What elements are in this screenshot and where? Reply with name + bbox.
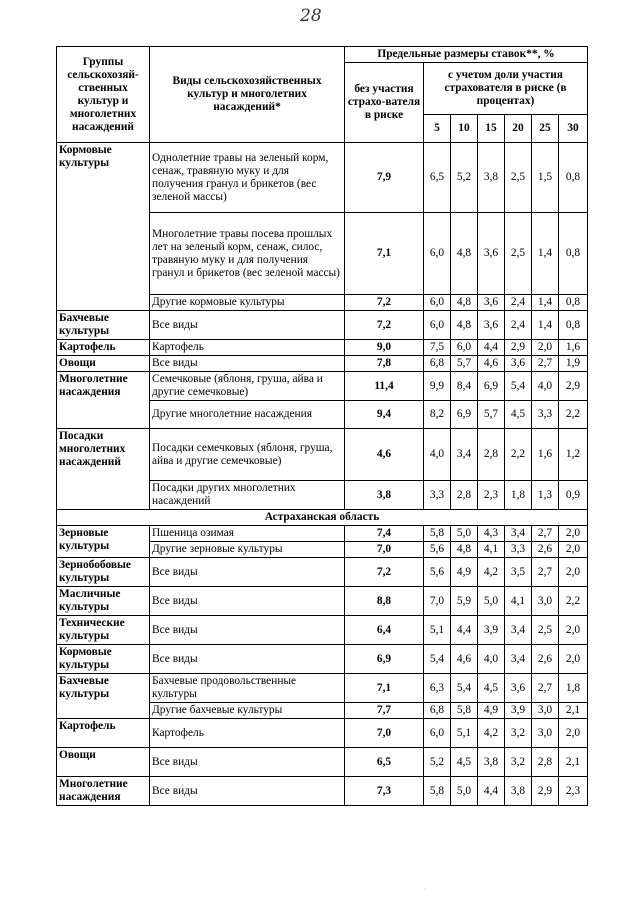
rate-value: 3,4 (505, 526, 532, 542)
rate-value: 5,2 (424, 748, 451, 777)
rate-without-participation: 7,1 (345, 213, 424, 295)
rate-without-participation: 7,0 (345, 542, 424, 558)
rate-value: 4,8 (451, 213, 478, 295)
rate-value: 3,2 (505, 719, 532, 748)
rate-value: 3,4 (451, 429, 478, 481)
rate-value: 6,9 (478, 372, 505, 401)
rate-value: 6,5 (424, 143, 451, 213)
rate-value: 3,6 (478, 213, 505, 295)
rate-value: 3,9 (478, 616, 505, 645)
rate-value: 3,3 (505, 542, 532, 558)
rate-value: 3,0 (532, 719, 559, 748)
rate-value: 2,4 (505, 311, 532, 340)
rate-value: 4,0 (532, 372, 559, 401)
crop-kind: Семечковые (яблоня, груша, айва и другие семечковые) (150, 372, 345, 401)
rate-without-participation: 6,4 (345, 616, 424, 645)
rate-value: 3,8 (478, 143, 505, 213)
rate-value: 1,6 (532, 429, 559, 481)
rate-without-participation: 7,2 (345, 311, 424, 340)
crop-kind: Однолетние травы на зеленый корм, сенаж, травяную муку и для получения гранул и брикетов (вес зеленой массы) (150, 143, 345, 213)
table-row (57, 616, 588, 645)
rate-value: 2,2 (505, 429, 532, 481)
rate-value: 2,0 (559, 645, 588, 674)
rate-value: 3,3 (532, 401, 559, 429)
rate-value: 4,4 (478, 340, 505, 356)
scan-mark: ⸒ (424, 881, 427, 890)
rate-value: 1,9 (559, 356, 588, 372)
rate-value: 4,8 (451, 311, 478, 340)
rate-value: 5,8 (451, 703, 478, 719)
table-row (57, 311, 588, 340)
crop-kind: Картофель (150, 340, 345, 356)
rate-value: 0,8 (559, 311, 588, 340)
rate-value: 4,9 (478, 703, 505, 719)
rate-value: 1,6 (559, 340, 588, 356)
rate-value: 2,3 (478, 481, 505, 510)
rate-value: 2,3 (559, 777, 588, 806)
rate-value: 5,1 (424, 616, 451, 645)
crop-group: Многолетние насаждения (57, 372, 150, 429)
rate-value: 2,2 (559, 587, 588, 616)
rate-value: 5,1 (451, 719, 478, 748)
rate-value: 6,0 (424, 719, 451, 748)
table-row (57, 340, 588, 356)
crop-kind: Все виды (150, 356, 345, 372)
rate-value: 5,7 (478, 401, 505, 429)
rate-value: 5,2 (451, 143, 478, 213)
rate-value: 6,0 (424, 311, 451, 340)
table-row (57, 143, 588, 213)
region-row (57, 510, 588, 526)
rate-without-participation: 7,2 (345, 295, 424, 311)
rate-value: 3,6 (478, 311, 505, 340)
header-share: 15 (478, 115, 505, 143)
table-row (57, 526, 588, 542)
rate-value: 4,1 (478, 542, 505, 558)
header-share: 10 (451, 115, 478, 143)
rate-value: 0,8 (559, 213, 588, 295)
crop-group: Зернобобовые культуры (57, 558, 150, 587)
rate-value: 1,3 (532, 481, 559, 510)
rate-value: 4,2 (478, 558, 505, 587)
table-row (57, 674, 588, 703)
crop-kind: Посадки других многолетних насаждений (150, 481, 345, 510)
table-row (57, 356, 588, 372)
rate-without-participation: 6,9 (345, 645, 424, 674)
rate-value: 4,9 (451, 558, 478, 587)
rate-value: 4,6 (478, 356, 505, 372)
crop-kind: Другие многолетние насаждения (150, 401, 345, 429)
rate-value: 4,5 (478, 674, 505, 703)
rate-without-participation: 3,8 (345, 481, 424, 510)
crop-group: Многолетние насаждения (57, 777, 150, 806)
rate-value: 2,9 (532, 777, 559, 806)
rate-without-participation: 7,1 (345, 674, 424, 703)
rate-value: 3,6 (505, 356, 532, 372)
rate-value: 6,8 (424, 703, 451, 719)
rate-value: 1,4 (532, 213, 559, 295)
table-row (57, 558, 588, 587)
rate-value: 5,4 (424, 645, 451, 674)
crop-kind: Все виды (150, 616, 345, 645)
table-row (57, 777, 588, 806)
rate-value: 2,5 (505, 143, 532, 213)
rate-without-participation: 9,4 (345, 401, 424, 429)
crop-kind: Другие бахчевые культуры (150, 703, 345, 719)
rate-without-participation: 7,3 (345, 777, 424, 806)
crop-kind: Картофель (150, 719, 345, 748)
rate-value: 2,1 (559, 703, 588, 719)
rate-without-participation: 9,0 (345, 340, 424, 356)
page-number: 28 (300, 6, 322, 26)
region-title: Астраханская область (57, 510, 588, 526)
rate-value: 2,5 (505, 213, 532, 295)
rate-value: 7,0 (424, 587, 451, 616)
rate-value: 6,3 (424, 674, 451, 703)
rate-value: 2,9 (505, 340, 532, 356)
rate-value: 2,8 (532, 748, 559, 777)
rate-value: 5,4 (505, 372, 532, 401)
rate-value: 4,1 (505, 587, 532, 616)
rate-value: 4,8 (451, 542, 478, 558)
crop-kind: Другие зерновые культуры (150, 542, 345, 558)
header-kind: Виды сельскохозяйственных культур и многолетних насаждений* (150, 47, 345, 143)
rate-value: 2,6 (532, 542, 559, 558)
rate-value: 5,0 (478, 587, 505, 616)
crop-kind: Многолетние травы посева прошлых лет на зеленый корм, сенаж, силос, травяную муку и для получения гранул и брикетов (вес зеленой массы) (150, 213, 345, 295)
rate-value: 5,4 (451, 674, 478, 703)
rate-value: 2,0 (559, 542, 588, 558)
insurance-rates-table (56, 46, 588, 806)
rate-value: 5,9 (451, 587, 478, 616)
table-row (57, 748, 588, 777)
crop-group: Посадки многолетних насаждений (57, 429, 150, 510)
rate-value: 2,7 (532, 558, 559, 587)
rate-value: 8,4 (451, 372, 478, 401)
rate-value: 2,5 (532, 616, 559, 645)
rate-value: 3,3 (424, 481, 451, 510)
rate-value: 2,1 (559, 748, 588, 777)
rate-without-participation: 6,5 (345, 748, 424, 777)
rate-value: 4,4 (451, 616, 478, 645)
rate-value: 4,6 (451, 645, 478, 674)
rate-value: 1,4 (532, 295, 559, 311)
rate-value: 5,0 (451, 777, 478, 806)
rate-value: 3,2 (505, 748, 532, 777)
rate-value: 3,5 (505, 558, 532, 587)
crop-group: Овощи (57, 356, 150, 372)
rate-value: 3,9 (505, 703, 532, 719)
rate-value: 2,0 (559, 616, 588, 645)
rate-value: 2,0 (532, 340, 559, 356)
rate-value: 8,2 (424, 401, 451, 429)
rate-without-participation: 11,4 (345, 372, 424, 401)
table-row (57, 645, 588, 674)
rate-value: 4,2 (478, 719, 505, 748)
rate-value: 2,2 (559, 401, 588, 429)
header-group: Группы сельскохозяй-ственных культур и многолетних насаждений (57, 47, 150, 143)
crop-group: Картофель (57, 340, 150, 356)
crop-group: Технические культуры (57, 616, 150, 645)
rate-value: 2,8 (478, 429, 505, 481)
table-row (57, 429, 588, 481)
rate-value: 1,8 (559, 674, 588, 703)
rate-without-participation: 7,7 (345, 703, 424, 719)
crop-kind: Посадки семечковых (яблоня, груша, айва и другие семечковые) (150, 429, 345, 481)
header-share: 20 (505, 115, 532, 143)
rate-value: 3,4 (505, 616, 532, 645)
rate-value: 6,0 (424, 295, 451, 311)
crop-group: Кормовые культуры (57, 143, 150, 311)
rate-value: 2,0 (559, 526, 588, 542)
rate-value: 4,5 (451, 748, 478, 777)
rate-value: 4,5 (505, 401, 532, 429)
rate-value: 1,4 (532, 311, 559, 340)
rate-value: 9,9 (424, 372, 451, 401)
rate-value: 6,0 (424, 213, 451, 295)
crop-kind: Пшеница озимая (150, 526, 345, 542)
rate-value: 2,4 (505, 295, 532, 311)
crop-kind: Все виды (150, 777, 345, 806)
table-row (57, 587, 588, 616)
rate-value: 2,7 (532, 356, 559, 372)
rate-value: 5,0 (451, 526, 478, 542)
rate-value: 1,2 (559, 429, 588, 481)
rate-value: 3,8 (505, 777, 532, 806)
rate-value: 2,7 (532, 674, 559, 703)
rate-value: 1,8 (505, 481, 532, 510)
crop-group: Картофель (57, 719, 150, 748)
rate-value: 4,8 (451, 295, 478, 311)
rate-without-participation: 7,2 (345, 558, 424, 587)
rate-value: 3,0 (532, 703, 559, 719)
rate-value: 2,7 (532, 526, 559, 542)
header-with-participation: с учетом доли участия страхователя в риске (в процентах) (424, 63, 588, 115)
table-row (57, 372, 588, 401)
table-header (57, 47, 588, 143)
rate-value: 3,6 (505, 674, 532, 703)
rate-value: 3,8 (478, 748, 505, 777)
crop-group: Кормовые культуры (57, 645, 150, 674)
crop-kind: Все виды (150, 748, 345, 777)
rate-value: 6,8 (424, 356, 451, 372)
rate-value: 3,0 (532, 587, 559, 616)
rate-without-participation: 7,0 (345, 719, 424, 748)
rate-value: 2,8 (451, 481, 478, 510)
crop-kind: Все виды (150, 587, 345, 616)
rate-value: 2,6 (532, 645, 559, 674)
rate-value: 4,3 (478, 526, 505, 542)
rate-value: 4,0 (424, 429, 451, 481)
crop-kind: Все виды (150, 645, 345, 674)
crop-group: Зерновые культуры (57, 526, 150, 558)
crop-kind: Все виды (150, 558, 345, 587)
crop-group: Бахчевые культуры (57, 311, 150, 340)
header-without-participation: без участия страхо-вателя в риске (345, 63, 424, 143)
rate-without-participation: 7,9 (345, 143, 424, 213)
rate-value: 4,4 (478, 777, 505, 806)
rate-value: 5,8 (424, 526, 451, 542)
crop-kind: Другие кормовые культуры (150, 295, 345, 311)
crop-group: Масличные культуры (57, 587, 150, 616)
rate-value: 0,8 (559, 295, 588, 311)
rate-value: 2,0 (559, 719, 588, 748)
header-share: 25 (532, 115, 559, 143)
header-share: 5 (424, 115, 451, 143)
rate-value: 6,9 (451, 401, 478, 429)
rate-without-participation: 8,8 (345, 587, 424, 616)
rate-value: 4,0 (478, 645, 505, 674)
rate-value: 5,8 (424, 777, 451, 806)
rate-value: 5,7 (451, 356, 478, 372)
rate-value: 7,5 (424, 340, 451, 356)
crop-group: Овощи (57, 748, 150, 777)
table-row (57, 719, 588, 748)
rate-value: 6,0 (451, 340, 478, 356)
header-share: 30 (559, 115, 588, 143)
rate-value: 2,9 (559, 372, 588, 401)
header-limit: Предельные размеры ставок**, % (345, 47, 588, 63)
crop-group: Бахчевые культуры (57, 674, 150, 719)
rate-value: 1,5 (532, 143, 559, 213)
rate-value: 3,4 (505, 645, 532, 674)
rate-value: 5,6 (424, 558, 451, 587)
table-body (57, 143, 588, 806)
rate-value: 0,8 (559, 143, 588, 213)
rate-without-participation: 7,4 (345, 526, 424, 542)
rate-value: 0,9 (559, 481, 588, 510)
crop-kind: Бахчевые продовольственные культуры (150, 674, 345, 703)
rate-value: 3,6 (478, 295, 505, 311)
rate-value: 2,0 (559, 558, 588, 587)
rate-value: 5,6 (424, 542, 451, 558)
crop-kind: Все виды (150, 311, 345, 340)
rate-without-participation: 4,6 (345, 429, 424, 481)
rate-without-participation: 7,8 (345, 356, 424, 372)
